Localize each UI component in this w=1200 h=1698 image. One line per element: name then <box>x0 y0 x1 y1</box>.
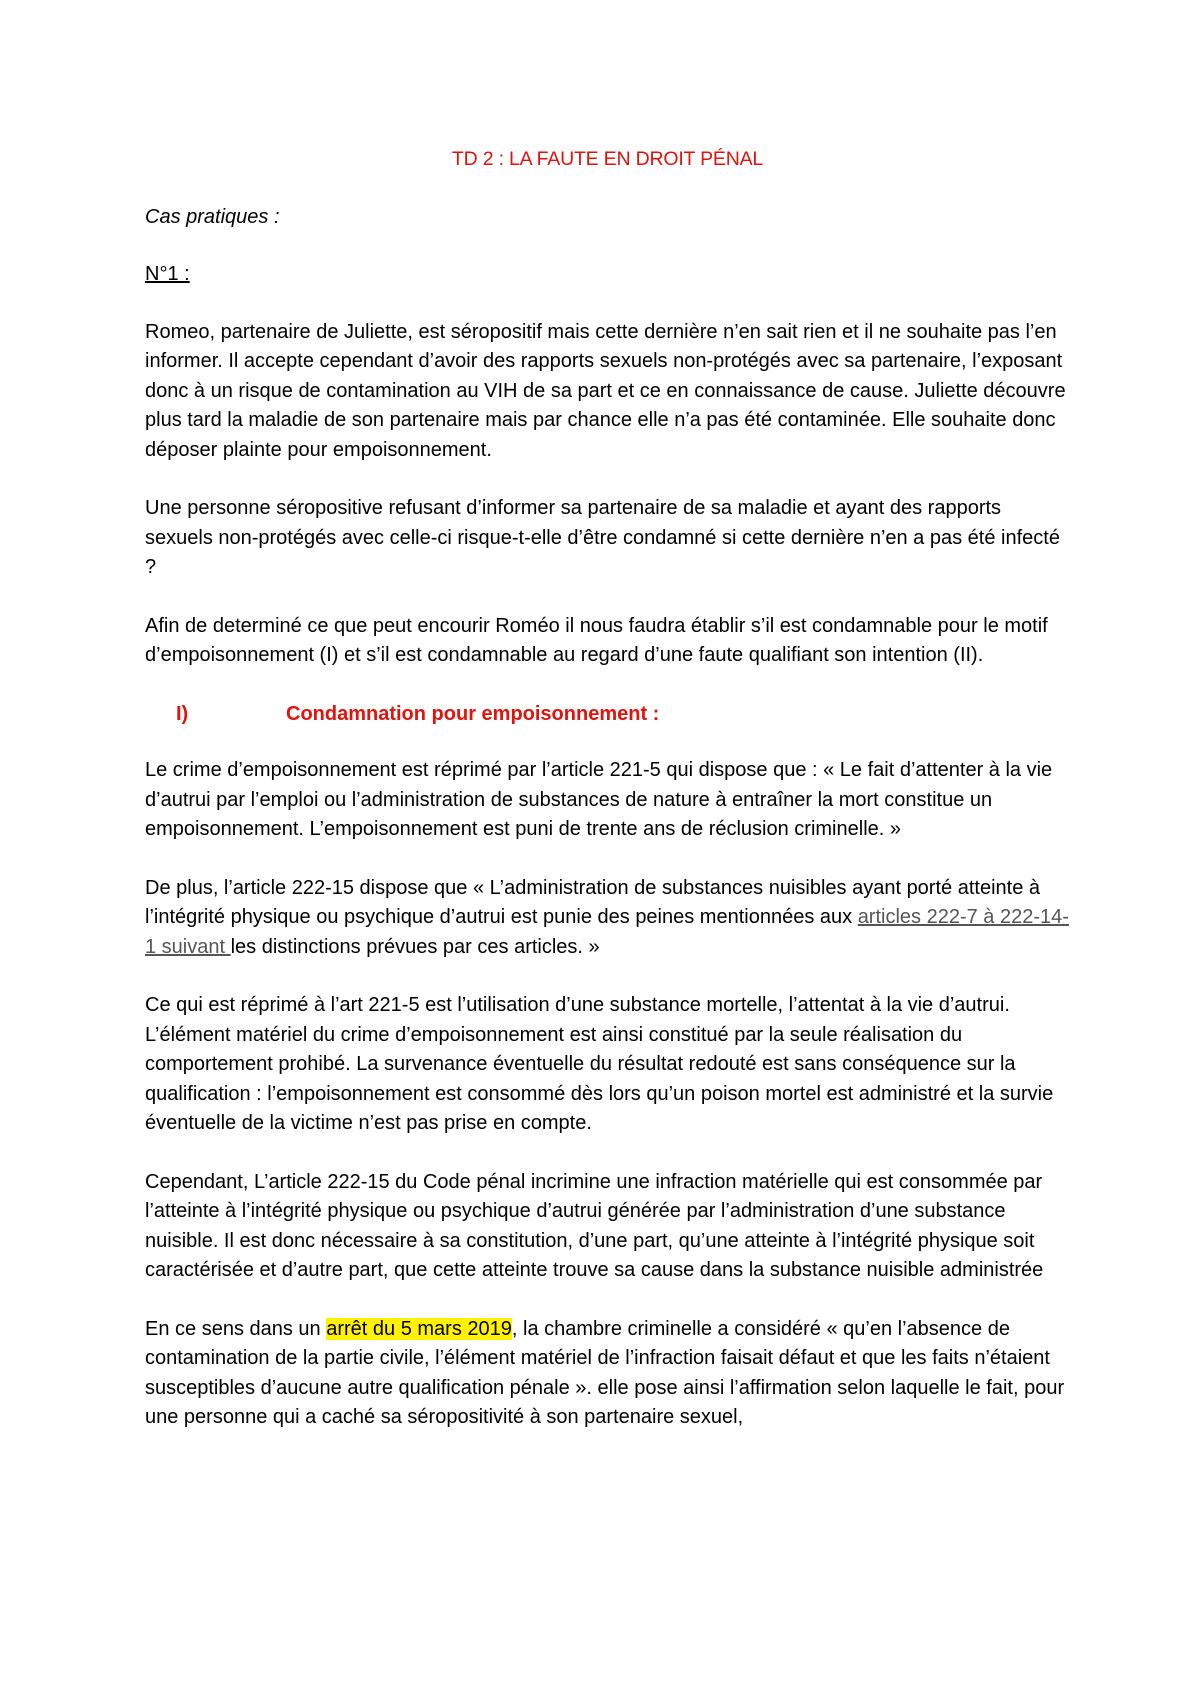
section-number: I) <box>176 702 189 725</box>
paragraph-analysis: Ce qui est réprimé à l’art 221-5 est l’utilisation d’une substance mortelle, l’attentat à la vie d’autrui. L’élément matériel du crime d’empoisonnement est ainsi constitué par la seule réalisation du comportement prohibé. La survenance éventuelle du résultat redouté est sans conséquence sur la qualification : l’empoisonnement est consommé dès lors qu’un poison mortel est administré et la survie éventuelle de la victime n’est pas prise en compte. <box>145 994 1054 1134</box>
paragraph-article-222-15 <box>145 874 1070 963</box>
highlighted-date: arrêt du 5 mars 2019 <box>326 1317 512 1340</box>
paragraph-jurisprudence <box>145 1315 1070 1433</box>
paragraph-legal-question: Une personne séropositive refusant d’informer sa partenaire de sa maladie et ayant des rapports sexuels non-protégés avec celle-ci risque-t-elle d’être condamné si cette dernière n’en a pas été infecté ? <box>145 497 1060 578</box>
text-segment: De plus, l’article 222-15 dispose que « L’administration de substances nuisibles ayant porté atteinte à l’intégrité physique ou psychique d’autrui est punie des peines mentionnées aux <box>145 876 1040 928</box>
paragraph-plan: Afin de determiné ce que peut encourir Roméo il nous faudra établir s’il est condamnable pour le motif d’empoisonnement (I) et s’il est condamnable au regard d’une faute qualifiant son intention (II). <box>145 614 1048 666</box>
text-segment: les distinctions prévues par ces articles. » <box>230 935 600 958</box>
paragraph-facts: Romeo, partenaire de Juliette, est séropositif mais cette dernière n’en sait rien et il ne souhaite pas l’en informer. Il accepte cependant d’avoir des rapports sexuels non-protégés avec sa partenaire, l’exposant donc à un risque de contamination au VIH de sa part et ce en connaissance de cause. Juliette découvre plus tard la maladie de son partenaire mais par chance elle n’a pas été contaminée. Elle souhaite donc déposer plainte pour empoisonnement. <box>145 320 1066 461</box>
text-segment: , la chambre criminelle a considéré « qu’en l’absence de contamination de la partie civile, l’élément matériel de l’infraction faisait défaut et que les faits n’étaient susceptibles d’aucune autre qualification pénale ». elle pose ainsi l’affirmation selon laquelle le fait, pour une personne qui a caché sa séropositivité à son partenaire sexuel, <box>145 1317 1065 1428</box>
paragraph-cependant: Cependant, L’article 222-15 du Code pénal incrimine une infraction matérielle qui est consommée par l’atteinte à l’intégrité physique ou psychique d’autrui générée par l’administration d’une substance nuisible. Il est donc nécessaire à sa constitution, d’une part, qu’une atteinte à l’intégrité physique soit caractérisée et d’autre part, que cette atteinte trouve sa cause dans la substance nuisible administrée <box>145 1170 1044 1281</box>
articles-link[interactable]: articles 222-7 à 222-14-1 suivant <box>145 906 1069 958</box>
document-body <box>145 145 1070 1462</box>
subtitle: Cas pratiques : <box>145 205 280 228</box>
section-heading-1 <box>145 700 1070 730</box>
case-number: N°1 : <box>145 263 190 285</box>
paragraph-article-221-5: Le crime d’empoisonnement est réprimé par l’article 221-5 qui dispose que : « Le fait d’attenter à la vie d’autrui par l’emploi ou l’administration de substances de nature à entraîner la mort constitue un empoisonnement. L’empoisonnement est puni de trente ans de réclusion criminelle. » <box>145 759 1053 840</box>
section-label: Condamnation pour empoisonnement : <box>286 702 660 725</box>
document-title: TD 2 : LA FAUTE EN DROIT PÉNAL <box>451 148 764 170</box>
text-segment: En ce sens dans un <box>145 1317 327 1340</box>
